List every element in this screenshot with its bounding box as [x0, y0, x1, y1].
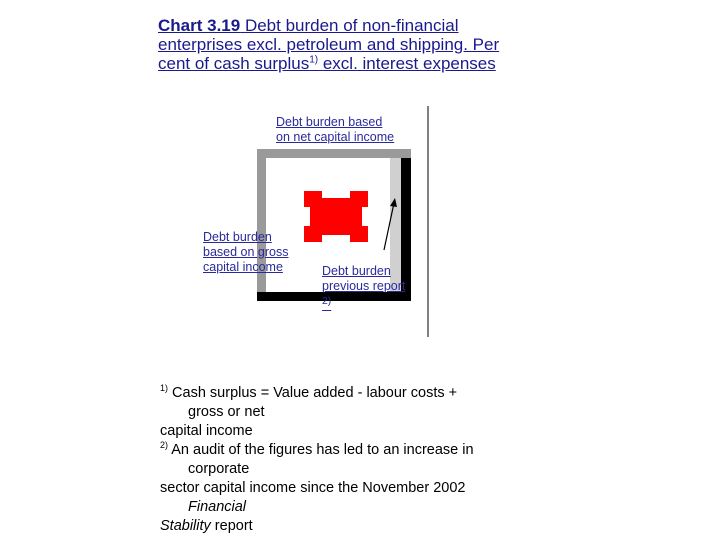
- chart-title-suffix: excl. interest expenses: [322, 54, 496, 73]
- footnote-2-last-rest: report: [210, 518, 253, 534]
- footnote-1-marker: 1): [160, 383, 169, 394]
- footnote-1: [160, 384, 530, 403]
- footnote-2-line-1: An audit of the figures has led to an increase in: [171, 442, 474, 458]
- footnote-2-last-italic: Stability: [160, 518, 211, 534]
- footnote-1-line-3: capital income: [160, 423, 253, 439]
- footnote-2: [160, 441, 530, 460]
- annotation-footnote-ref: 2): [322, 296, 332, 307]
- annotation-previous-report: [322, 264, 424, 313]
- footnote-2-last-line: [160, 517, 530, 536]
- chart-number: Chart 3.19: [158, 16, 241, 35]
- red-cross-symbol: [304, 191, 368, 242]
- footnote-2-marker: 2): [160, 440, 169, 451]
- title-footnote-ref: 1): [309, 54, 319, 66]
- footnote-2-line-3: sector capital income since the November 2002: [160, 480, 466, 496]
- footnote-1-line-1: Cash surplus = Value added - labour costs +: [172, 385, 458, 401]
- grey-frame-top: [257, 149, 411, 158]
- footnote-2-italic-line: [160, 498, 530, 517]
- annotation-net-capital-income: Debt burden based on net capital income: [276, 115, 395, 144]
- footnote-1-line-2: gross or net: [188, 404, 265, 420]
- annotation-gross-capital-income: Debt burden based on gross capital income: [203, 230, 289, 274]
- annotation-previous-report-text: Debt burden previous report: [322, 264, 406, 293]
- chart-title-text: Debt burden of non-financial enterprises excl. petroleum and shipping. Per cent of cash surplus: [158, 16, 500, 73]
- footnotes: [160, 384, 530, 536]
- footnote-2-italic-text: Financial: [188, 499, 247, 515]
- grey-frame-left: [257, 149, 266, 299]
- footnote-2-line-2: corporate: [188, 461, 250, 477]
